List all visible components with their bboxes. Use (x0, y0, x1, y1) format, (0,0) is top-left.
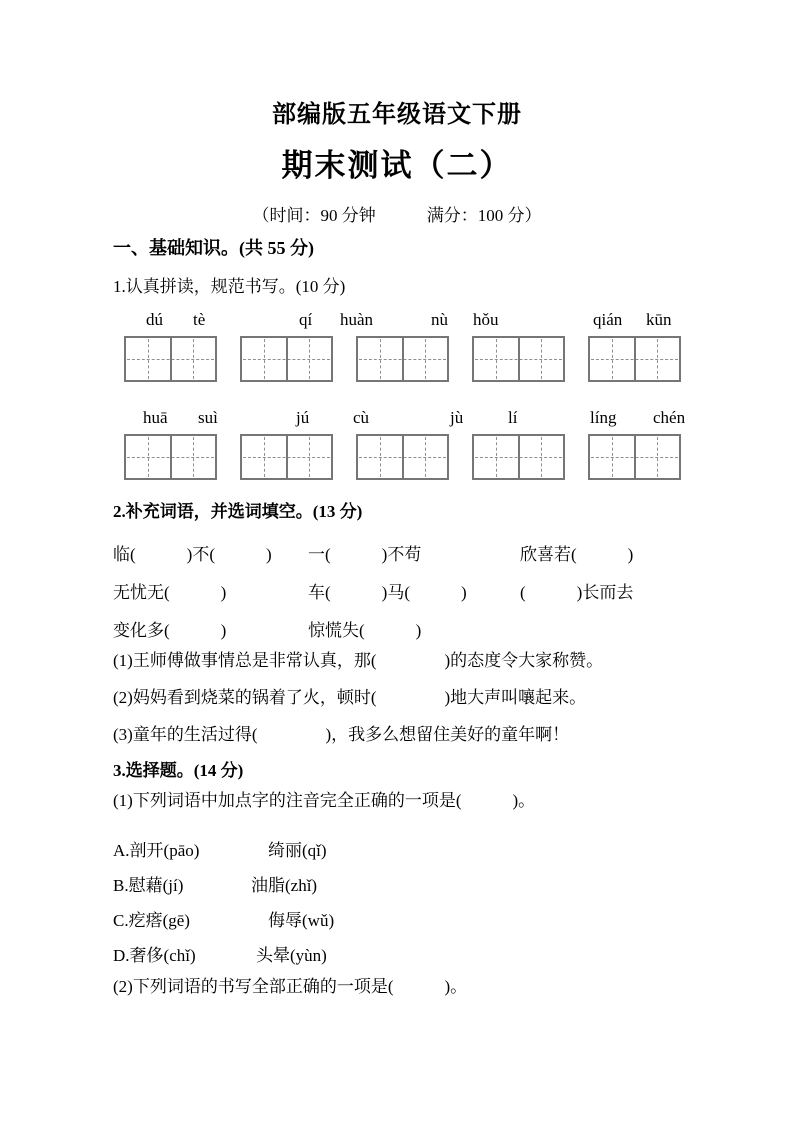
writing-grid-cell (474, 338, 518, 380)
writing-grid-cell (634, 338, 680, 380)
writing-grid-group (124, 434, 217, 480)
writing-grid-cell (590, 436, 634, 478)
test-meta: （时间：90 分钟 满分：100 分） (252, 206, 542, 225)
pinyin-syllable: tè (193, 310, 206, 329)
pinyin-syllable: huā (143, 408, 168, 427)
grid-dashed-line (657, 339, 658, 379)
choice-stem-1: (1)下列词语中加点字的注音完全正确的一项是( )。 (113, 791, 536, 810)
writing-grid-cell (286, 338, 332, 380)
word-blank-row (113, 540, 753, 564)
grid-dashed-line (148, 437, 149, 477)
option-a-first: A.剖开(pāo) (113, 841, 200, 860)
grid-dashed-line (496, 437, 497, 477)
grid-dashed-line (541, 437, 542, 477)
word-blank-segment: 临( )不( ) (113, 545, 272, 564)
writing-grid-cell (518, 436, 564, 478)
writing-grid-row-2 (124, 434, 681, 480)
pinyin-syllable: jú (296, 408, 310, 427)
question-3-heading: 3.选择题。(14 分) (113, 761, 244, 780)
option-b-second: 油脂(zhǐ) (251, 876, 318, 895)
grid-dashed-line (193, 339, 194, 379)
grid-dashed-line (309, 339, 310, 379)
grid-dashed-line (496, 339, 497, 379)
writing-grid-cell (126, 338, 170, 380)
writing-grid-group (356, 434, 449, 480)
option-b-first: B.慰藉(jí) (113, 876, 184, 895)
option-c-row (113, 906, 753, 930)
word-blank-segment: 无忧无( ) (113, 583, 227, 602)
pinyin-syllable: kūn (646, 310, 672, 329)
question-2-heading: 2.补充词语，并选词填空。(13 分) (113, 502, 363, 521)
writing-grid-cell (170, 338, 216, 380)
writing-grid-cell (402, 338, 448, 380)
doc-title: 部编版五年级语文下册 (272, 102, 522, 128)
section1-heading: 一、基础知识。(共 55 分) (113, 238, 314, 258)
pinyin-row-1 (113, 310, 733, 332)
writing-grid-group (588, 336, 681, 382)
choice-stem-2: (2)下列词语的书写全部正确的一项是( )。 (113, 977, 468, 996)
grid-dashed-line (193, 437, 194, 477)
option-d-first: D.奢侈(chǐ) (113, 946, 196, 965)
option-a-second: 绮丽(qǐ) (268, 841, 327, 860)
writing-grid-cell (242, 436, 286, 478)
grid-dashed-line (612, 437, 613, 477)
word-blank-row (113, 616, 753, 640)
writing-grid-group (472, 336, 565, 382)
writing-grid-row-1 (124, 336, 681, 382)
pinyin-syllable: dú (146, 310, 163, 329)
word-blank-segment: ( )长而去 (520, 583, 634, 602)
writing-grid-cell (402, 436, 448, 478)
grid-dashed-line (425, 339, 426, 379)
grid-dashed-line (380, 339, 381, 379)
writing-grid-cell (634, 436, 680, 478)
pinyin-syllable: huàn (340, 310, 374, 329)
pinyin-row-2 (113, 408, 733, 430)
fill-in-sentence-1: (1)王师傅做事情总是非常认真，那( )的态度令大家称赞。 (113, 651, 604, 670)
grid-dashed-line (309, 437, 310, 477)
writing-grid-cell (474, 436, 518, 478)
writing-grid-cell (242, 338, 286, 380)
writing-grid-group (240, 434, 333, 480)
grid-dashed-line (380, 437, 381, 477)
grid-dashed-line (264, 339, 265, 379)
writing-grid-group (124, 336, 217, 382)
grid-dashed-line (425, 437, 426, 477)
pinyin-syllable: hǒu (473, 310, 499, 329)
pinyin-syllable: qí (299, 310, 313, 329)
writing-grid-group (588, 434, 681, 480)
writing-grid-cell (590, 338, 634, 380)
grid-dashed-line (657, 437, 658, 477)
option-c-second: 侮辱(wǔ) (268, 911, 335, 930)
writing-grid-cell (170, 436, 216, 478)
writing-grid-group (356, 336, 449, 382)
word-blank-segment: 欣喜若( ) (520, 545, 634, 564)
pinyin-syllable: qián (593, 310, 623, 329)
grid-dashed-line (612, 339, 613, 379)
fill-in-sentence-3: (3)童年的生活过得( )，我多么想留住美好的童年啊！ (113, 725, 570, 744)
writing-grid-cell (518, 338, 564, 380)
pinyin-syllable: suì (198, 408, 218, 427)
word-blank-segment: 变化多( ) (113, 621, 227, 640)
writing-grid-cell (358, 338, 402, 380)
option-d-row (113, 941, 753, 965)
pinyin-syllable: lí (508, 408, 518, 427)
pinyin-syllable: jù (450, 408, 464, 427)
writing-grid-cell (286, 436, 332, 478)
writing-grid-cell (358, 436, 402, 478)
word-blank-segment: 惊慌失( ) (308, 621, 422, 640)
pinyin-syllable: líng (590, 408, 617, 427)
test-title: 期末测试（二） (281, 148, 513, 183)
fill-in-sentence-2: (2)妈妈看到烧菜的锅着了火，顿时( )地大声叫嚷起来。 (113, 688, 587, 707)
grid-dashed-line (148, 339, 149, 379)
option-d-second: 头晕(yùn) (256, 946, 327, 965)
writing-grid-cell (126, 436, 170, 478)
pinyin-syllable: nù (431, 310, 448, 329)
option-a-row (113, 836, 753, 860)
option-b-row (113, 871, 753, 895)
grid-dashed-line (541, 339, 542, 379)
grid-dashed-line (264, 437, 265, 477)
word-blank-segment: 车( )马( ) (308, 583, 467, 602)
question-1-heading: 1.认真拼读，规范书写。(10 分) (113, 277, 346, 296)
writing-grid-group (240, 336, 333, 382)
option-c-first: C.疙瘩(gē) (113, 911, 190, 930)
pinyin-syllable: chén (653, 408, 686, 427)
word-blank-row (113, 578, 753, 602)
pinyin-syllable: cù (353, 408, 370, 427)
word-blank-segment: 一( )不苟 (308, 545, 422, 564)
writing-grid-group (472, 434, 565, 480)
